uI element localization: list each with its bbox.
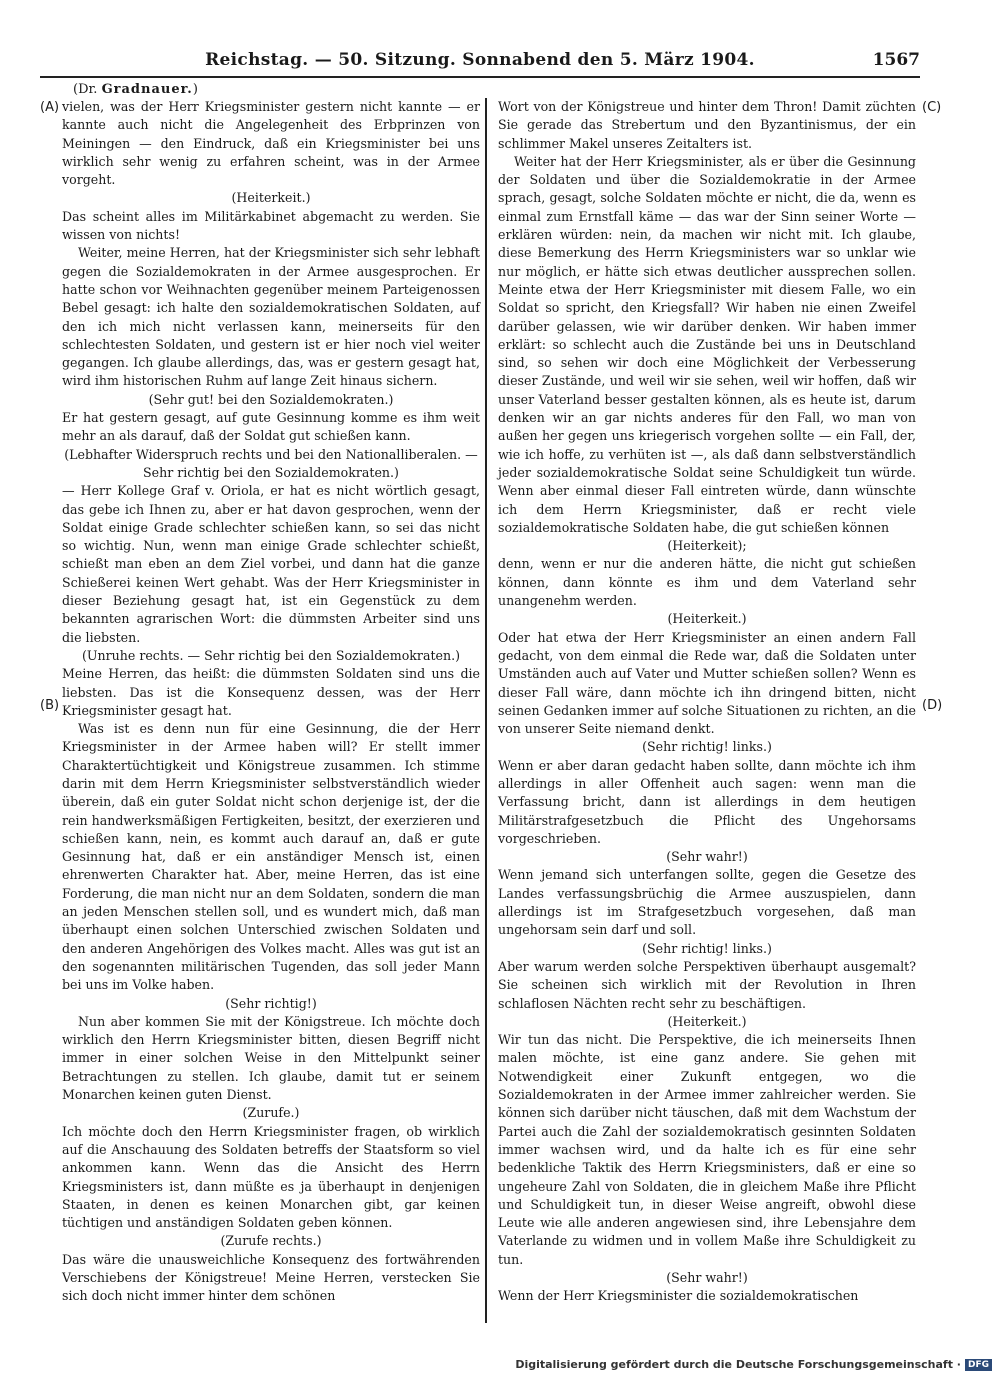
reaction-note: (Heiterkeit); xyxy=(667,538,747,554)
paragraph: Wenn jemand sich unterfangen sollte, gegen die Gesetze des Landes verfassungsbrüchig die Armee auszuspielen, dann allerdings ist im Strafgesetzbuch vorgesehen, daß man ungehorsam sein darf und soll. xyxy=(498,867,916,938)
reaction-note: (Sehr wahr!) xyxy=(666,849,748,865)
dfg-logo: DFG xyxy=(965,1359,992,1371)
paragraph: Das wäre die unausweichliche Konsequenz des fortwährenden Verschiebens der Königstreue! Meine Herren, verstecken Sie sich doch nicht immer hinter dem schönen xyxy=(62,1251,480,1304)
paragraph: Weiter, meine Herren, hat der Kriegsminister sich sehr lebhaft gegen die Sozialdemokraten in der Armee ausgesprochen. Er hatte schon vor Weihnachten gegenüber meinem Parteigenossen Bebel gesagt: ich halte den sozialdemokratischen Soldaten, auf den ich mich nicht verlassen kann, meinerseits für den schlechtesten Soldaten, und gestern ist er hier noch viel weiter gegangen. Ich glaube allerdings, das, was er gestern gesagt hat, wird ihm historischen Ruhm auf lange Zeit hinaus sichern. xyxy=(62,245,480,389)
paragraph: Er hat gestern gesagt, auf gute Gesinnung komme es ihm weit mehr an als darauf, daß der Soldat gut schießen kann. xyxy=(62,410,480,444)
left-column xyxy=(62,98,480,1323)
reaction-note: (Sehr richtig! links.) xyxy=(642,739,772,755)
paragraph: Oder hat etwa der Herr Kriegsminister an einen andern Fall gedacht, von dem einmal die Rede war, daß die Soldaten unter Umständen auch auf Vater und Mutter schießen sollen? Wenn es dieser Fall wäre, dann möchte ich ihn dringend bitten, nicht seinen Gedanken immer auf solche Situationen zu richten, an die von unserer Seite niemand denkt. xyxy=(498,629,916,737)
running-title: Reichstag. — 50. Sitzung. Sonnabend den 5. März 1904. xyxy=(205,50,755,70)
speaker-name: Gradnauer. xyxy=(101,82,193,97)
paragraph: denn, wenn er nur die anderen hätte, die nicht gut schießen können, dann könnte es ihm und dem Vaterland sehr unangenehm werden. xyxy=(498,556,916,609)
footer-text: Digitalisierung gefördert durch die Deutsche Forschungsgemeinschaft · xyxy=(515,1358,961,1371)
speaker-label xyxy=(73,82,198,97)
reaction-note: (Lebhafter Widerspruch rechts und bei den Nationalliberalen. — Sehr richtig bei den Sozialdemokraten.) xyxy=(64,446,478,480)
margin-marker-a: (A) xyxy=(40,100,60,115)
reaction-note: (Heiterkeit.) xyxy=(667,1013,747,1029)
reaction-note: (Heiterkeit.) xyxy=(231,190,311,206)
paragraph: vielen, was der Herr Kriegsminister gestern nicht kannte — er kannte auch nicht die Angelegenheit des Erbprinzen von Meiningen — den Eindruck, daß ein Kriegsminister bei uns wirklich sehr wenig zu erfahren scheint, was in der Armee vorgeht. xyxy=(62,99,480,188)
paragraph: Das scheint alles im Militärkabinet abgemacht zu werden. Sie wissen von nichts! xyxy=(62,208,480,243)
reaction-note: (Sehr richtig! links.) xyxy=(642,940,772,956)
reaction-note: (Zurufe rechts.) xyxy=(220,1233,322,1249)
reaction-note: (Sehr wahr!) xyxy=(666,1270,748,1285)
right-column xyxy=(498,98,916,1323)
paragraph: Was ist es denn nun für eine Gesinnung, die der Herr Kriegsminister in der Armee haben will? Er stellt immer Charaktertüchtigkeit und Königstreue zusammen. Ich stimme darin mit dem Herrn Kriegsminister selbstverständlich wieder überein, daß ein guter Soldat nicht schon derjenige ist, der die rein handwerksmäßigen Fertigkeiten, besitzt, der exerzieren und schießen kann, nein, es kommt auch darauf an, daß er gute Gesinnung hat, daß er ein anständiger Mensch ist, einen ehrenwerten Charakter hat. Aber, meine Herren, das ist eine Forderung, die man nicht nur an dem Soldaten, sondern die man an jeden Menschen stellen soll, und es wundert mich, daß man überhaupt einen solchen Unterschied zwischen Soldaten und den anderen Angehörigen des Volkes macht. Alles was gut ist an den sogenannten militärischen Tugenden, das soll jeder Mann bei uns im Volke haben. xyxy=(62,721,481,993)
margin-marker-d: (D) xyxy=(922,698,943,713)
paragraph: — Herr Kollege Graf v. Oriola, er hat es nicht wörtlich gesagt, das gebe ich Ihnen zu, aber er hat davon gesprochen, wenn der Soldat einige Grade schlechter schießen kann, so sei das nicht so wichtig. Nun, wenn man einige Grade schlechter schießt, schießt man eben an dem Ziel vorbei, und dann hat die ganze Schießerei keinen Wert gehabt. Was der Herr Kriegsminister in dieser Beziehung gesagt hat, ist ein Gegenstück zu dem bekannten agrarischen Wort: die dümmsten Arbeiter sind uns die liebsten. xyxy=(62,483,480,645)
page-number: 1567 xyxy=(872,50,920,70)
speaker-suffix: ) xyxy=(192,82,198,97)
paragraph: Nun aber kommen Sie mit der Königstreue. Ich möchte doch wirklich den Herrn Kriegsminister bitten, diesen Begriff nicht immer in einer solchen Weise in den Mittelpunkt seiner Betrachtungen zu stellen. Ich glaube, damit tut er seinem Monarchen keinen guten Dienst. xyxy=(62,1013,480,1103)
reaction-note: (Sehr gut! bei den Sozialdemokraten.) xyxy=(148,391,394,407)
margin-marker-c: (C) xyxy=(922,100,942,115)
paragraph: Wenn der Herr Kriegsminister die sozialdemokratischen xyxy=(498,1288,859,1304)
reaction-note: (Zurufe.) xyxy=(242,1105,300,1121)
reaction-note: (Unruhe rechts. — Sehr richtig bei den Sozialdemokraten.) xyxy=(81,647,460,663)
paragraph: Ich möchte doch den Herrn Kriegsminister fragen, ob wirklich auf die Anschauung des Soldaten betreffs der Staatsform so viel ankommen kann. Wenn das die Ansicht des Herrn Kriegsministers ist, dann müßte es ja überhaupt in denjenigen Staaten, in denen es keinen Monarchen gibt, gar keinen tüchtigen und anständigen Soldaten geben können. xyxy=(62,1123,480,1231)
margin-marker-b: (B) xyxy=(40,698,60,713)
reaction-note: (Sehr richtig!) xyxy=(225,995,317,1011)
reaction-note: (Heiterkeit.) xyxy=(667,611,747,627)
page-header xyxy=(40,46,920,78)
paragraph: Meine Herren, das heißt: die dümmsten Soldaten sind uns die liebsten. Das ist die Konsequenz dessen, was der Herr Kriegsminister gesagt hat. xyxy=(62,666,480,718)
paragraph: Wir tun das nicht. Die Perspektive, die ich meinerseits Ihnen malen möchte, ist eine ganz andere. Sie gehen mit Notwendigkeit einer Zukunft entgegen, wo die Sozialdemokraten in der Armee immer zahlreicher werden. Sie können sich darüber nicht täuschen, daß mit dem Wachstum der Partei auch die Zahl der sozialdemokratisch gesinnten Soldaten immer wachsen wird, und da halte ich es für eine sehr bedenkliche Taktik des Herrn Kriegsministers, daß er eine so ungeheure Zahl von Soldaten, die in gleichem Maße ihre Pflicht und Schuldigkeit tun, in dieser Weise angreift, obwohl diese Leute wie alle anderen angewiesen sind, ihre Lebensjahre dem Vaterlande zu widmen und in vollem Maße ihre Schuldigkeit zu tun. xyxy=(498,1032,916,1267)
digitization-footer xyxy=(515,1358,992,1371)
speaker-prefix: (Dr. xyxy=(73,82,98,97)
paragraph: Weiter hat der Herr Kriegsminister, als er über die Gesinnung der Soldaten und über die Sozialdemokratie in der Armee sprach, gesagt, solche Soldaten möchte er nicht, die da, wenn es einmal zum Ernstfall käme — das war der Sinn seiner Worte — erklären würden: nein, da machen wir nicht mit. Ich glaube, diese Bemerkung des Herrn Kriegsministers war so unklar wie nur möglich, er hätte sich etwas deutlicher aussprechen sollen. Meinte etwa der Herr Kriegsminister mit diesem Falle, wo ein Soldat so spricht, den Kriegsfall? Wir haben nie einen Zweifel darüber gelassen, wie wir darüber denken. Wir haben immer erklärt: so schlecht auch die Zustände bei uns in Deutschland sind, so sehen wir doch eine Möglichkeit der Verbesserung dieser Zustände, und weil wir sie sehen, weil wir hoffen, daß wir unser Vaterland besser gestalten können, als es heute ist, darum denken wir an gar nichts anderes für den Fall, wo man von außen her gegen uns kriegerisch vorgehen sollte — ein Fall, der, wie ich hoffe, zu verhüten ist —, als daß dann selbstverständlich jeder sozialdemokratische Soldat seine Schuldigkeit tun würde. Wenn aber einmal dieser Fall eintreten würde, dann wünschte ich dem Herrn Kriegsminister, daß er recht viele sozialdemokratische Soldaten habe, die gut schießen können xyxy=(498,153,916,535)
paragraph: Aber warum werden solche Perspektiven überhaupt ausgemalt? Sie scheinen sich wirklich mit der Revolution in Ihren schlaflosen Nächten recht sehr zu beschäftigen. xyxy=(498,958,916,1011)
paragraph: Wenn er aber daran gedacht haben sollte, dann möchte ich ihm allerdings in aller Offenheit auch sagen: wenn man die Verfassung bricht, dann ist allerdings in dem heutigen Militärstrafgesetzbuch die Pflicht des Ungehorsams vorgeschrieben. xyxy=(498,757,916,846)
column-divider xyxy=(485,98,487,1323)
paragraph: Wort von der Königstreue und hinter dem Thron! Damit züchten Sie gerade das Strebertum und den Byzantinismus, der ein schlimmer Makel unseres Zeitalters ist. xyxy=(498,99,916,151)
